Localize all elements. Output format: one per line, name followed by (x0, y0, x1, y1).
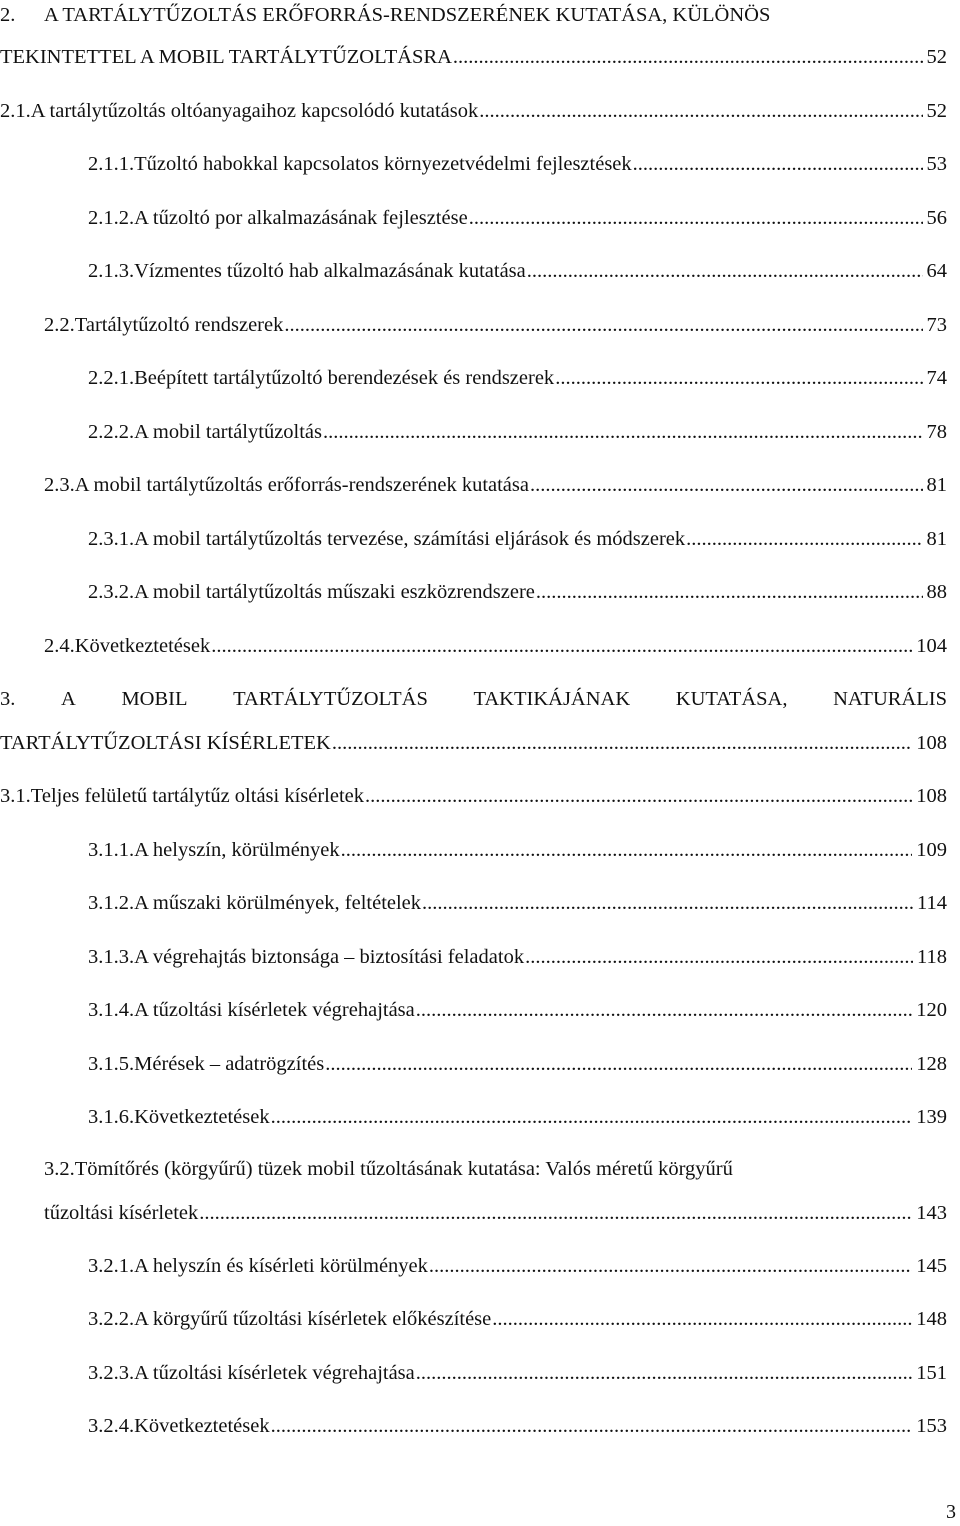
toc-entry-number: 2.4. (44, 635, 75, 657)
toc-page-number: 153 (916, 1415, 947, 1437)
toc-chapter-3-line-1 (0, 684, 947, 714)
toc-entry[interactable] (88, 1251, 947, 1281)
toc-entry[interactable] (44, 470, 947, 500)
toc-page-number: 81 (926, 474, 947, 496)
toc-entry-number: 2.3. (44, 474, 75, 496)
toc-leader-dots (323, 417, 922, 447)
toc-leader-dots (530, 470, 923, 500)
toc-entry[interactable] (0, 96, 947, 126)
toc-page-number: 109 (916, 839, 947, 861)
toc-entry-number: 3.2.3. (88, 1362, 135, 1384)
toc-chapter-number: 2. (0, 4, 16, 26)
toc-page-number: 52 (926, 100, 947, 122)
toc-entry-number: 3.1.2. (88, 892, 135, 914)
toc-entry-number: 2.1.2. (88, 207, 135, 229)
toc-entry[interactable] (0, 781, 947, 811)
toc-leader-dots (284, 310, 922, 340)
toc-leader-dots (416, 995, 912, 1025)
toc-page-number: 108 (916, 785, 947, 807)
toc-chapter-title-cont: TARTÁLYTŰZOLTÁSI KÍSÉRLETEK (0, 732, 331, 754)
toc-page-number: 120 (916, 999, 947, 1021)
toc-entry-number: 3.1.3. (88, 946, 135, 968)
toc-entry-line-1[interactable] (44, 1154, 947, 1184)
toc-page-number: 108 (916, 732, 947, 754)
toc-entry-number: 3.2. (44, 1158, 75, 1180)
toc-page-number: 53 (926, 153, 947, 175)
toc-chapter-2-line-1 (0, 0, 947, 30)
toc-page-number: 148 (916, 1308, 947, 1330)
toc-entry-title: A mobil tartálytűzoltás tervezése, számítási eljárások és módszerek (134, 528, 686, 550)
toc-entry-title: A tűzoltási kísérletek végrehajtása (134, 999, 415, 1021)
toc-page-number: 128 (916, 1053, 947, 1075)
toc-leader-dots (536, 577, 923, 607)
toc-page-number: 143 (916, 1202, 947, 1224)
toc-entry-title: Beépített tartálytűzoltó berendezések és rendszerek (134, 367, 555, 389)
toc-entry-number: 2.2. (44, 314, 75, 336)
toc-entry-title: Mérések – adatrögzítés (134, 1053, 325, 1075)
toc-entry-number: 2.1. (0, 100, 31, 122)
toc-page-number: 145 (916, 1255, 947, 1277)
toc-page-number: 104 (916, 635, 947, 657)
toc-leader-dots (453, 42, 923, 72)
toc-leader-dots (325, 1049, 912, 1079)
toc-entry[interactable] (44, 310, 947, 340)
toc-entry-title: A végrehajtás biztonsága – biztosítási feladatok (134, 946, 525, 968)
toc-leader-dots (686, 524, 922, 554)
toc-entry-title: Tömítőrés (körgyűrű) tüzek mobil tűzoltásának kutatása: Valós méretű körgyűrű (74, 1158, 733, 1180)
toc-entry[interactable] (88, 1411, 947, 1441)
toc-leader-dots (271, 1411, 913, 1441)
toc-chapter-title-word: TAKTIKÁJÁNAK (473, 688, 631, 710)
toc-chapter-title-word: KUTATÁSA, (675, 688, 788, 710)
toc-entry[interactable] (88, 524, 947, 554)
toc-entry-number: 3.2.1. (88, 1255, 135, 1277)
toc-page-number: 64 (926, 260, 947, 282)
toc-leader-dots (199, 1198, 912, 1228)
toc-leader-dots (422, 888, 913, 918)
toc-entry-number: 3.2.4. (88, 1415, 135, 1437)
toc-entry-number: 3.1.1. (88, 839, 135, 861)
toc-entry-number: 2.3.2. (88, 581, 135, 603)
toc-entry-title-cont: tűzoltási kísérletek (44, 1202, 199, 1224)
toc-leader-dots (633, 149, 923, 179)
toc-entry[interactable] (88, 256, 947, 286)
toc-entry-number: 2.1.1. (88, 153, 135, 175)
toc-entry[interactable] (88, 1304, 947, 1334)
toc-entry[interactable] (88, 149, 947, 179)
toc-leader-dots (429, 1251, 912, 1281)
toc-page-number: 139 (916, 1106, 947, 1128)
toc-leader-dots (416, 1358, 912, 1388)
toc-leader-dots (479, 96, 922, 126)
toc-entry-title: Vízmentes tűzoltó hab alkalmazásának kutatása (134, 260, 526, 282)
toc-entry-title: Következtetések (74, 635, 211, 657)
toc-chapter-number: 3. (0, 688, 16, 710)
toc-chapter-title-word: TARTÁLYTŰZOLTÁS (233, 688, 428, 710)
toc-entry[interactable] (88, 888, 947, 918)
toc-entry-title: A tűzoltási kísérletek végrehajtása (134, 1362, 415, 1384)
toc-leader-dots (341, 835, 913, 865)
toc-chapter-title-word: NATURÁLIS (833, 688, 947, 710)
toc-entry-number: 3.1. (0, 785, 31, 807)
toc-page-number: 114 (917, 892, 947, 914)
toc-entry-number: 3.1.4. (88, 999, 135, 1021)
toc-chapter-title-word: MOBIL (121, 688, 188, 710)
toc-page-number: 52 (926, 46, 947, 68)
toc-entry-title: A tartálytűzoltás oltóanyagaihoz kapcsolódó kutatások (30, 100, 479, 122)
toc-entry-line-2[interactable] (44, 1198, 947, 1228)
toc-page-number: 56 (926, 207, 947, 229)
toc-entry-title: A tűzoltó por alkalmazásának fejlesztése (134, 207, 468, 229)
toc-page-number: 118 (917, 946, 947, 968)
page-number: 3 (946, 1501, 956, 1523)
toc-chapter-title: A TARTÁLYTŰZOLTÁS ERŐFORRÁS-RENDSZERÉNEK KUTATÁSA, KÜLÖNÖS (44, 4, 771, 26)
toc-entry-number: 3.1.5. (88, 1053, 135, 1075)
toc-entry[interactable] (88, 417, 947, 447)
toc-entry[interactable] (88, 1358, 947, 1388)
toc-entry-title: A helyszín és kísérleti körülmények (134, 1255, 428, 1277)
toc-entry-number: 2.2.2. (88, 421, 135, 443)
toc-entry[interactable] (44, 631, 947, 661)
toc-entry-title: A helyszín, körülmények (134, 839, 340, 861)
toc-page-number: 81 (926, 528, 947, 550)
toc-entry[interactable] (88, 1102, 947, 1132)
toc-entry-title: A mobil tartálytűzoltás erőforrás-rendszerének kutatása (74, 474, 529, 496)
toc-entry[interactable] (88, 203, 947, 233)
toc-chapter-title (0, 684, 947, 714)
toc-entry-number: 2.1.3. (88, 260, 135, 282)
toc-entry-title: A műszaki körülmények, feltételek (134, 892, 422, 914)
toc-leader-dots (332, 728, 912, 758)
toc-entry-title: Tűzoltó habokkal kapcsolatos környezetvédelmi fejlesztések (134, 153, 632, 175)
toc-page-number: 151 (916, 1362, 947, 1384)
toc-page-number: 73 (926, 314, 947, 336)
toc-entry[interactable] (88, 577, 947, 607)
toc-leader-dots (527, 256, 923, 286)
toc-entry[interactable] (88, 995, 947, 1025)
toc-chapter-title-word: A (61, 688, 76, 710)
toc-leader-dots (492, 1304, 912, 1334)
toc-page-number: 74 (926, 367, 947, 389)
toc-chapter-2-line-2[interactable] (0, 42, 947, 72)
toc-leader-dots (525, 942, 913, 972)
toc-entry-number: 2.2.1. (88, 367, 135, 389)
toc-entry[interactable] (88, 363, 947, 393)
toc-entry-number: 3.1.6. (88, 1106, 135, 1128)
toc-page-number: 88 (926, 581, 947, 603)
toc-entry-title: Teljes felületű tartálytűz oltási kísérletek (30, 785, 365, 807)
toc-page-number: 78 (926, 421, 947, 443)
toc-entry[interactable] (88, 835, 947, 865)
toc-entry-number: 3.2.2. (88, 1308, 135, 1330)
toc-entry-title: A mobil tartálytűzoltás műszaki eszközrendszere (134, 581, 535, 603)
toc-chapter-title-cont: TEKINTETTEL A MOBIL TARTÁLYTŰZOLTÁSRA (0, 46, 452, 68)
toc-entry-title: Következtetések (134, 1106, 270, 1128)
toc-entry[interactable] (88, 942, 947, 972)
toc-entry-title: A körgyűrű tűzoltási kísérletek előkészítése (134, 1308, 492, 1330)
toc-leader-dots (211, 631, 912, 661)
toc-entry-number: 2.3.1. (88, 528, 135, 550)
toc-chapter-3-line-2[interactable] (0, 728, 947, 758)
toc-entry[interactable] (88, 1049, 947, 1079)
toc-leader-dots (271, 1102, 913, 1132)
toc-entry-title: Tartálytűzoltó rendszerek (74, 314, 284, 336)
toc-leader-dots (555, 363, 922, 393)
toc-entry-title: A mobil tartálytűzoltás (134, 421, 323, 443)
toc-leader-dots (365, 781, 912, 811)
toc-entry-title: Következtetések (134, 1415, 270, 1437)
toc-leader-dots (469, 203, 923, 233)
